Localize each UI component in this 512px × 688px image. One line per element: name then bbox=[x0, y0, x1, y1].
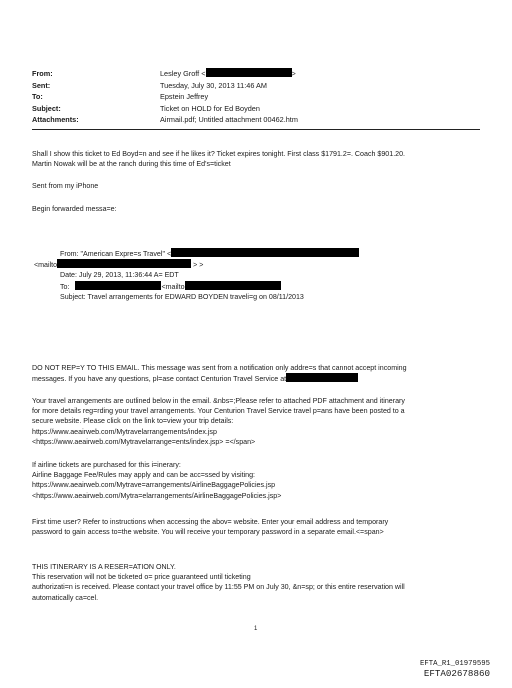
sent-value: Tuesday, July 30, 2013 11:46 AM bbox=[160, 80, 267, 90]
intro-line: Shall I show this ticket to Ed Boyd=n and see if he likes it? Ticket expires tonight. First class $1791.2=. Coach $901.20. bbox=[32, 150, 406, 158]
fwd-mailto-line bbox=[34, 259, 203, 270]
header-divider bbox=[32, 129, 480, 130]
redaction-box bbox=[57, 259, 191, 268]
to-value: Epstein Jeffrey bbox=[160, 92, 209, 102]
firsttime-line: password to gain access to=the website. You will receive your temporary password in a separate email.<=span> bbox=[32, 528, 384, 537]
fwd-from-line bbox=[60, 248, 359, 259]
subject-value: Ticket on HOLD for Ed Boyden bbox=[160, 103, 260, 113]
firsttime-block bbox=[32, 517, 487, 537]
reservation-line: automatically ca=cel. bbox=[32, 593, 99, 602]
fwd-close-1: > > bbox=[193, 261, 204, 269]
airline-line: If airline tickets are purchased for this i=inerary: bbox=[32, 461, 181, 469]
arrangements-line: for more details reg=rding your travel arrangements. Your Centurion Travel Service travel p=ans have been posted to a bbox=[32, 407, 405, 416]
arrangements-link[interactable]: https://www.aeairweb.com/Mytravelarrangements/index.jsp bbox=[32, 427, 217, 436]
sent-label: Sent: bbox=[32, 80, 51, 90]
reservation-block bbox=[32, 562, 487, 603]
subject-label: Subject: bbox=[32, 103, 61, 113]
attachments-value: Airmail.pdf; Untitled attachment 00462.htm bbox=[160, 115, 298, 125]
reservation-line: This reservation will not be ticketed o= price guaranteed until ticketing bbox=[32, 573, 251, 582]
redaction-box bbox=[185, 281, 281, 290]
fwd-date-line: Date: July 29, 2013, 11:36:44 A= EDT bbox=[60, 271, 179, 279]
fwd-to-label: To: bbox=[60, 283, 70, 291]
airline-line: Airline Baggage Fee/Rules may apply and can be acc=ssed by visiting: bbox=[32, 471, 255, 480]
redaction-box bbox=[206, 68, 292, 77]
fwd-mailto-2: <mailto bbox=[161, 283, 185, 291]
reservation-line: authorizati=n is received. Please contact your travel office by 11:55 PM on July 30, &n=sp; or this entire reservation will bbox=[32, 583, 405, 592]
arrangements-link[interactable]: <https://www.aeairweb.com/Mytravelarrange=ents/index.jsp> =</span> bbox=[32, 437, 256, 446]
airline-link[interactable]: <https://www.aeairweb.com/Mytra=elarrangements/AirlineBaggagePolicies.jsp> bbox=[32, 491, 282, 500]
intro-line: Martin Nowak will be at the ranch during this time of Ed's=ticket bbox=[32, 160, 231, 169]
airline-link[interactable]: https://www.aeairweb.com/Mytrave=arrangements/AirlineBaggagePolicies.jsp bbox=[32, 481, 276, 490]
fwd-subject-line: Subject: Travel arrangements for EDWARD BOYDEN traveli=g on 08/11/2013 bbox=[60, 293, 304, 301]
to-label: To: bbox=[32, 92, 43, 102]
notice-line: messages. If you have any questions, pl=ase contact Centurion Travel Service at bbox=[32, 373, 487, 384]
firsttime-line: First time user? Refer to instructions when accessing the abov= website. Enter your email address and temporary bbox=[32, 518, 389, 526]
header-attachments-row bbox=[32, 114, 492, 126]
attachments-label: Attachments: bbox=[32, 115, 79, 125]
header-sent-row bbox=[32, 80, 492, 92]
header-from-row bbox=[32, 68, 492, 80]
intro-block bbox=[32, 149, 487, 169]
begin-forwarded-line: Begin forwarded messa=e: bbox=[32, 205, 117, 213]
notice-line: DO NOT REP=Y TO THIS EMAIL. This message was sent from a notification only addre=s that cannot accept incoming bbox=[32, 364, 407, 372]
from-value: Lesley Groff < bbox=[160, 69, 206, 78]
fwd-mailto-1: <mailto bbox=[34, 261, 58, 269]
page-number: 1 bbox=[254, 626, 258, 632]
from-suffix: > bbox=[291, 69, 296, 78]
redaction-box bbox=[286, 373, 358, 382]
redaction-box bbox=[75, 281, 161, 290]
sent-from-line: Sent from my iPhone bbox=[32, 182, 99, 190]
notice-block bbox=[32, 363, 487, 384]
airline-block bbox=[32, 460, 487, 501]
from-label: From: bbox=[32, 69, 53, 78]
reservation-line: THIS ITINERARY IS A RESER=ATION ONLY. bbox=[32, 563, 176, 571]
arrangements-line: Your travel arrangements are outlined below in the email. &nbs=;Please refer to attached PDF attachment and itinerary bbox=[32, 397, 405, 405]
bates-footer bbox=[420, 660, 490, 679]
redaction-box bbox=[171, 248, 359, 257]
bates-id-1: EFTA_R1_01979595 bbox=[419, 660, 490, 668]
email-header bbox=[32, 68, 492, 126]
arrangements-block bbox=[32, 396, 487, 447]
header-to-row bbox=[32, 91, 492, 103]
arrangements-line: secure website. Please click on the link to=view your trip details: bbox=[32, 417, 234, 426]
fwd-to-line bbox=[60, 281, 281, 292]
fwd-from-text: From: "American Expre=s Travel" < bbox=[60, 250, 172, 258]
bates-id-2: EFTA02678860 bbox=[423, 668, 490, 679]
header-subject-row bbox=[32, 103, 492, 115]
